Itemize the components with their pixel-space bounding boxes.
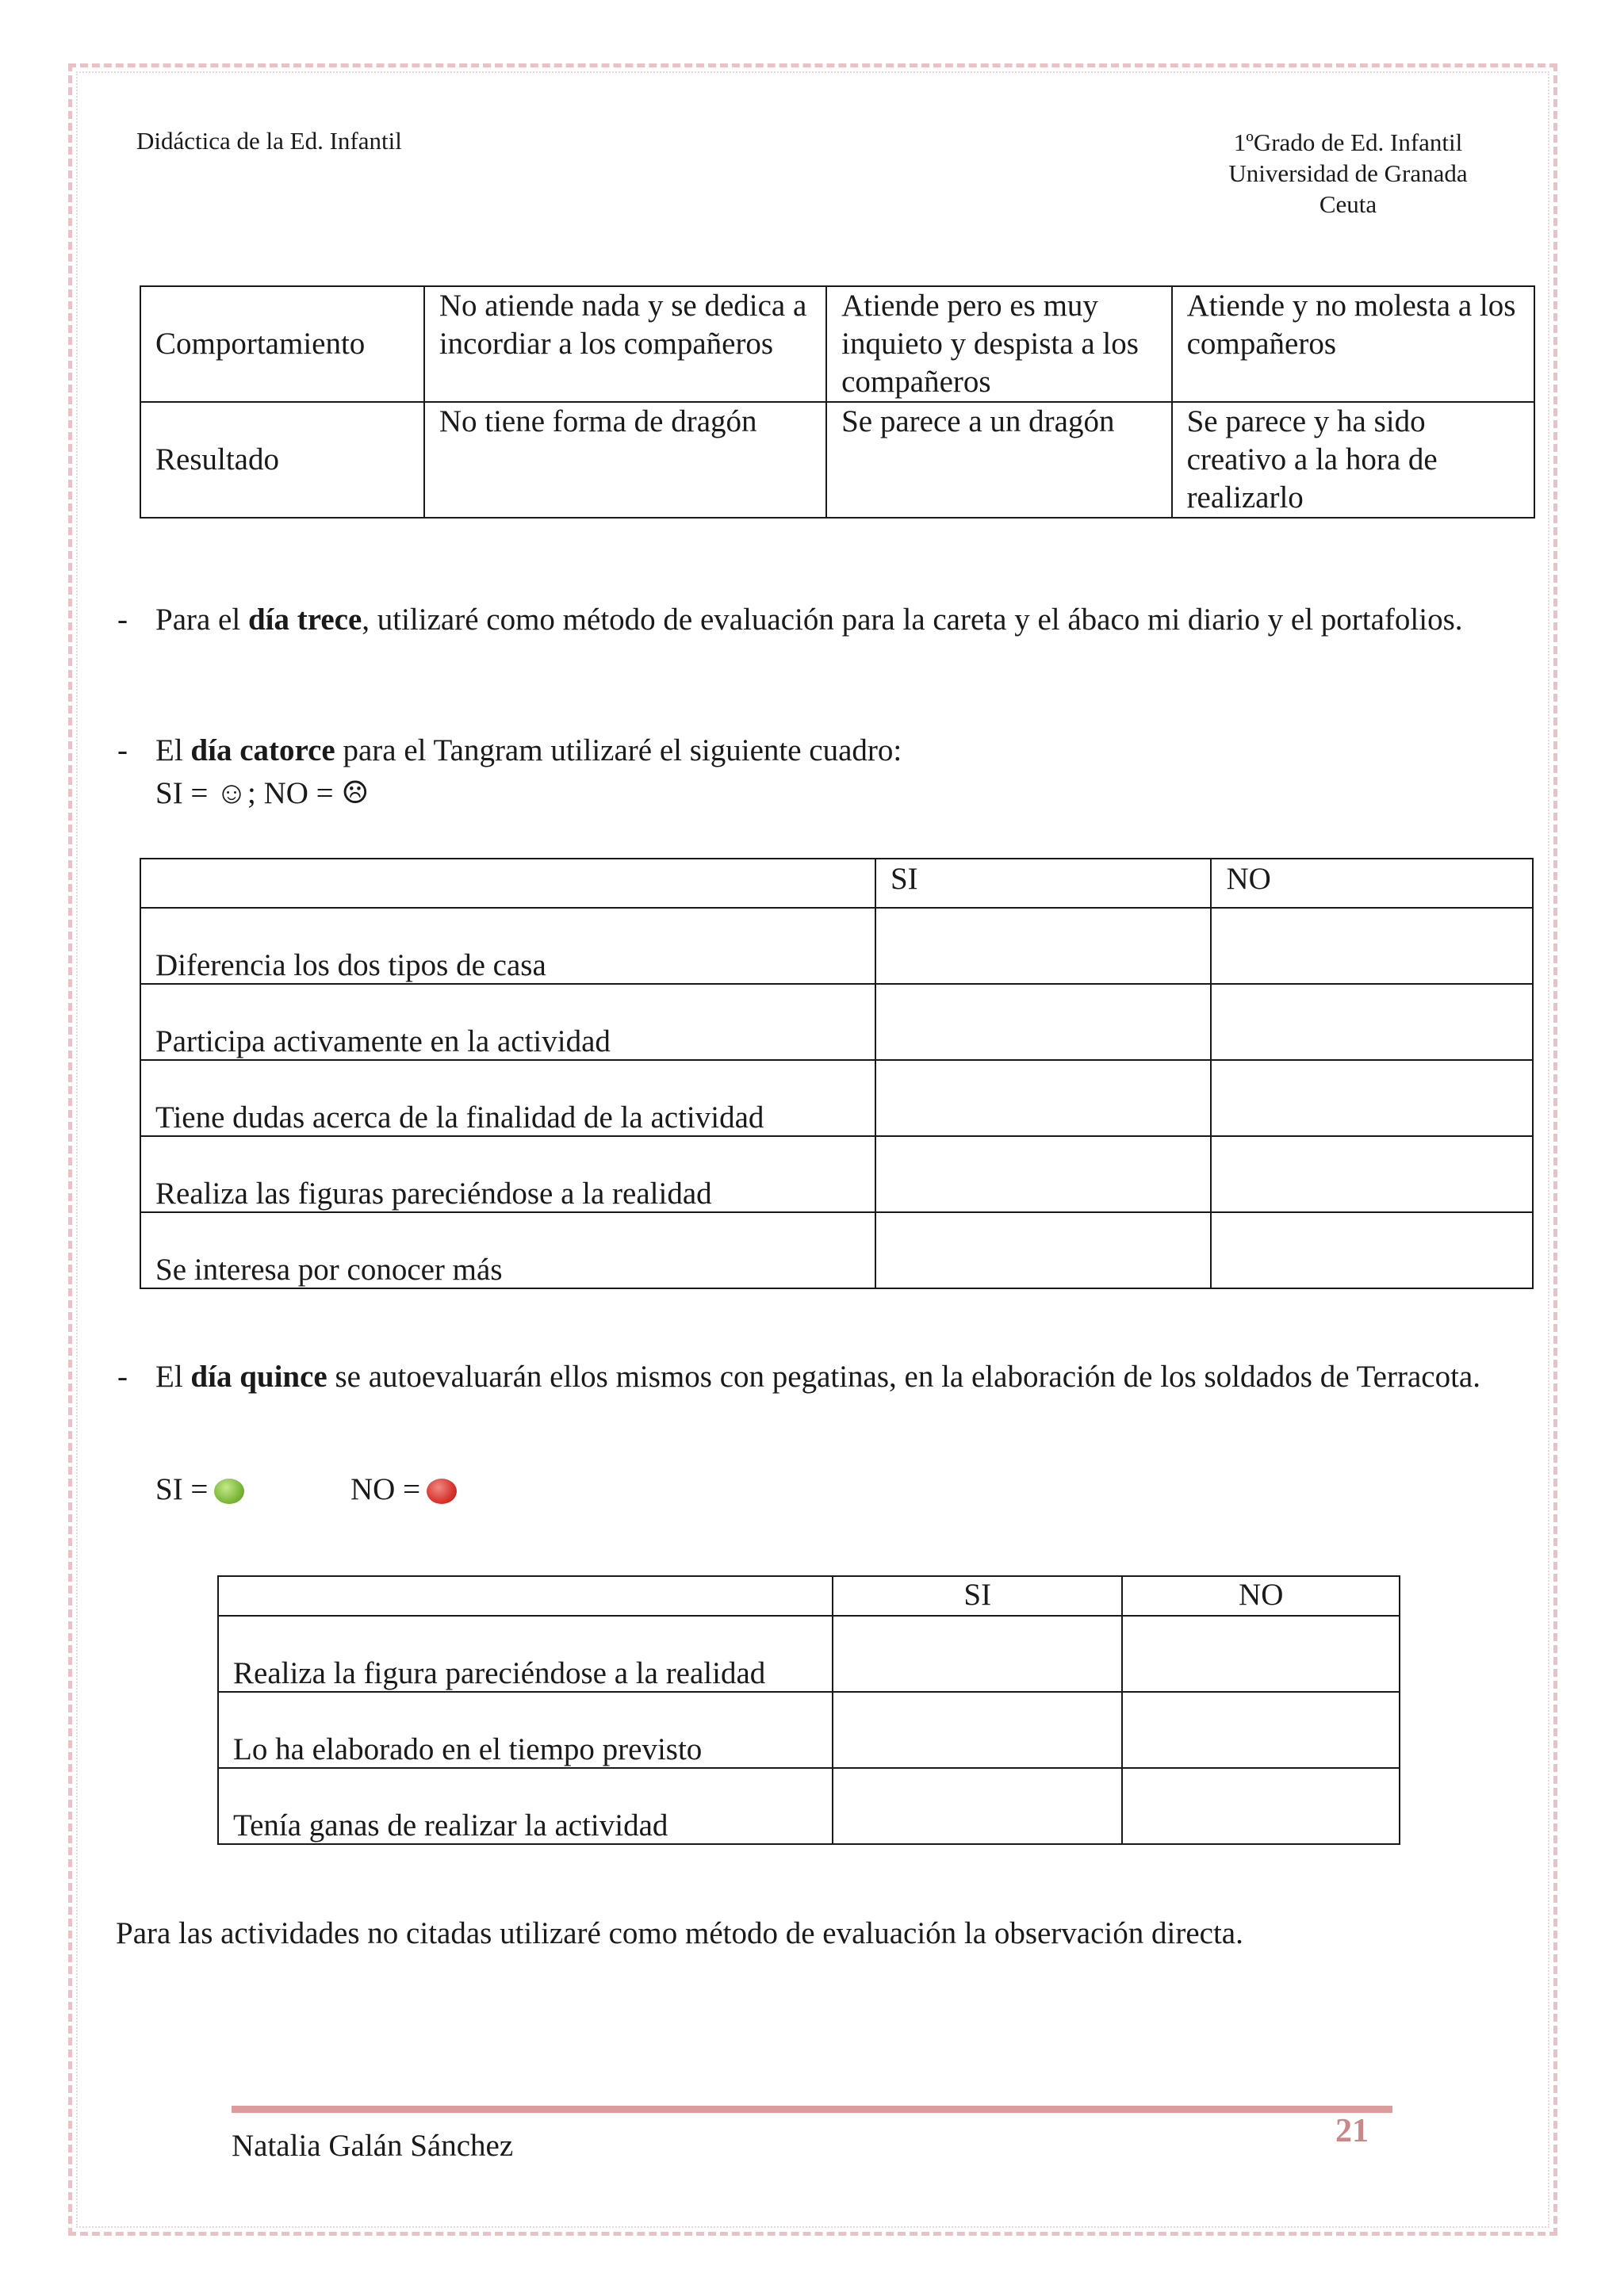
table-row bbox=[140, 1060, 1533, 1136]
para-text: , utilizaré como método de evaluación para la careta y el ábaco mi diario y el portafolios. bbox=[362, 603, 1463, 637]
bullet-dia-quince bbox=[117, 1358, 1510, 1396]
criterion: Realiza la figura pareciéndose a la realidad bbox=[218, 1616, 833, 1692]
para-text: El bbox=[155, 733, 191, 767]
legend-no bbox=[350, 1468, 457, 1511]
bullet-dia-trece bbox=[117, 599, 1510, 641]
header-degree: 1ºGrado de Ed. Infantil bbox=[1233, 128, 1463, 156]
no-cell bbox=[1122, 1616, 1400, 1692]
header-empty-cell bbox=[140, 859, 875, 908]
footer-author: Natalia Galán Sánchez bbox=[232, 2129, 514, 2163]
si-cell bbox=[833, 1768, 1122, 1844]
legend-si-label: SI = bbox=[155, 1472, 209, 1506]
bullet-dia-catorce bbox=[117, 729, 1510, 815]
rubric-cell: Se parece y ha sido creativo a la hora de realizarlo bbox=[1172, 402, 1534, 518]
rubric-cell: No tiene forma de dragón bbox=[424, 402, 826, 518]
no-cell bbox=[1122, 1692, 1400, 1768]
table-row bbox=[140, 1136, 1533, 1212]
para-bold: día trece bbox=[247, 603, 362, 637]
rubric-cell: Atiende y no molesta a los compañeros bbox=[1172, 286, 1534, 402]
no-cell bbox=[1211, 1212, 1533, 1288]
bullet-dash: - bbox=[117, 733, 128, 767]
bullet-dash: - bbox=[117, 1360, 128, 1394]
criterion: Diferencia los dos tipos de casa bbox=[140, 908, 875, 984]
col-si: SI bbox=[875, 859, 1211, 908]
table-row bbox=[218, 1692, 1400, 1768]
header-city: Ceuta bbox=[1319, 190, 1377, 218]
si-cell bbox=[875, 1060, 1211, 1136]
para-text: para el Tangram utilizaré el siguiente cuadro: bbox=[335, 733, 902, 767]
green-sticker-icon bbox=[214, 1479, 244, 1504]
col-no: NO bbox=[1122, 1576, 1400, 1616]
rubric-label: Comportamiento bbox=[140, 286, 424, 402]
rubric-cell: No atiende nada y se dedica a incordiar a los compañeros bbox=[424, 286, 826, 402]
table-header-row bbox=[218, 1576, 1400, 1616]
legend-si bbox=[155, 1468, 244, 1511]
si-cell bbox=[833, 1692, 1122, 1768]
header-left: Didáctica de la Ed. Infantil bbox=[136, 127, 402, 155]
si-cell bbox=[875, 984, 1211, 1060]
si-cell bbox=[875, 1212, 1211, 1288]
criterion: Tenía ganas de realizar la actividad bbox=[218, 1768, 833, 1844]
rubric-cell: Atiende pero es muy inquieto y despista a los compañeros bbox=[826, 286, 1171, 402]
table-row bbox=[140, 1212, 1533, 1288]
col-no: NO bbox=[1211, 859, 1533, 908]
rubric-table bbox=[140, 285, 1535, 519]
criterion: Realiza las figuras pareciéndose a la realidad bbox=[140, 1136, 875, 1212]
legend-no-label: NO = bbox=[350, 1472, 421, 1506]
no-cell bbox=[1122, 1768, 1400, 1844]
table-row bbox=[140, 984, 1533, 1060]
criterion: Tiene dudas acerca de la finalidad de la actividad bbox=[140, 1060, 875, 1136]
para-bold: día quince bbox=[190, 1360, 327, 1394]
page-number: 21 bbox=[1335, 2113, 1369, 2149]
table-row bbox=[218, 1768, 1400, 1844]
si-cell bbox=[833, 1616, 1122, 1692]
smiley-legend: SI = ☺; NO = ☹ bbox=[155, 776, 370, 810]
no-cell bbox=[1211, 908, 1533, 984]
si-cell bbox=[875, 908, 1211, 984]
bullet-dash: - bbox=[117, 603, 128, 637]
header-empty-cell bbox=[218, 1576, 833, 1616]
rubric-cell: Se parece a un dragón bbox=[826, 402, 1171, 518]
criterion: Lo ha elaborado en el tiempo previsto bbox=[218, 1692, 833, 1768]
para-text: El bbox=[155, 1360, 191, 1394]
si-cell bbox=[875, 1136, 1211, 1212]
criterion: Participa activamente en la actividad bbox=[140, 984, 875, 1060]
red-sticker-icon bbox=[427, 1479, 457, 1504]
header-university: Universidad de Granada bbox=[1228, 159, 1468, 187]
rubric-label: Resultado bbox=[140, 402, 424, 518]
table-row bbox=[218, 1616, 1400, 1692]
para-bold: día catorce bbox=[190, 733, 335, 767]
col-si: SI bbox=[833, 1576, 1122, 1616]
table-row bbox=[140, 908, 1533, 984]
table-row bbox=[140, 286, 1534, 402]
para-text: se autoevaluarán ellos mismos con pegatinas, en la elaboración de los soldados de Terracota. bbox=[327, 1360, 1480, 1394]
tangram-table bbox=[140, 858, 1534, 1289]
header-right bbox=[1189, 127, 1507, 220]
no-cell bbox=[1211, 1060, 1533, 1136]
no-cell bbox=[1211, 984, 1533, 1060]
table-header-row bbox=[140, 859, 1533, 908]
footer-divider bbox=[232, 2106, 1392, 2113]
no-cell bbox=[1211, 1136, 1533, 1212]
terracota-table bbox=[217, 1575, 1400, 1845]
table-row bbox=[140, 402, 1534, 518]
criterion: Se interesa por conocer más bbox=[140, 1212, 875, 1288]
para-text: Para el bbox=[155, 603, 248, 637]
closing-paragraph: Para las actividades no citadas utilizaré como método de evaluación la observación directa. bbox=[116, 1916, 1243, 1950]
